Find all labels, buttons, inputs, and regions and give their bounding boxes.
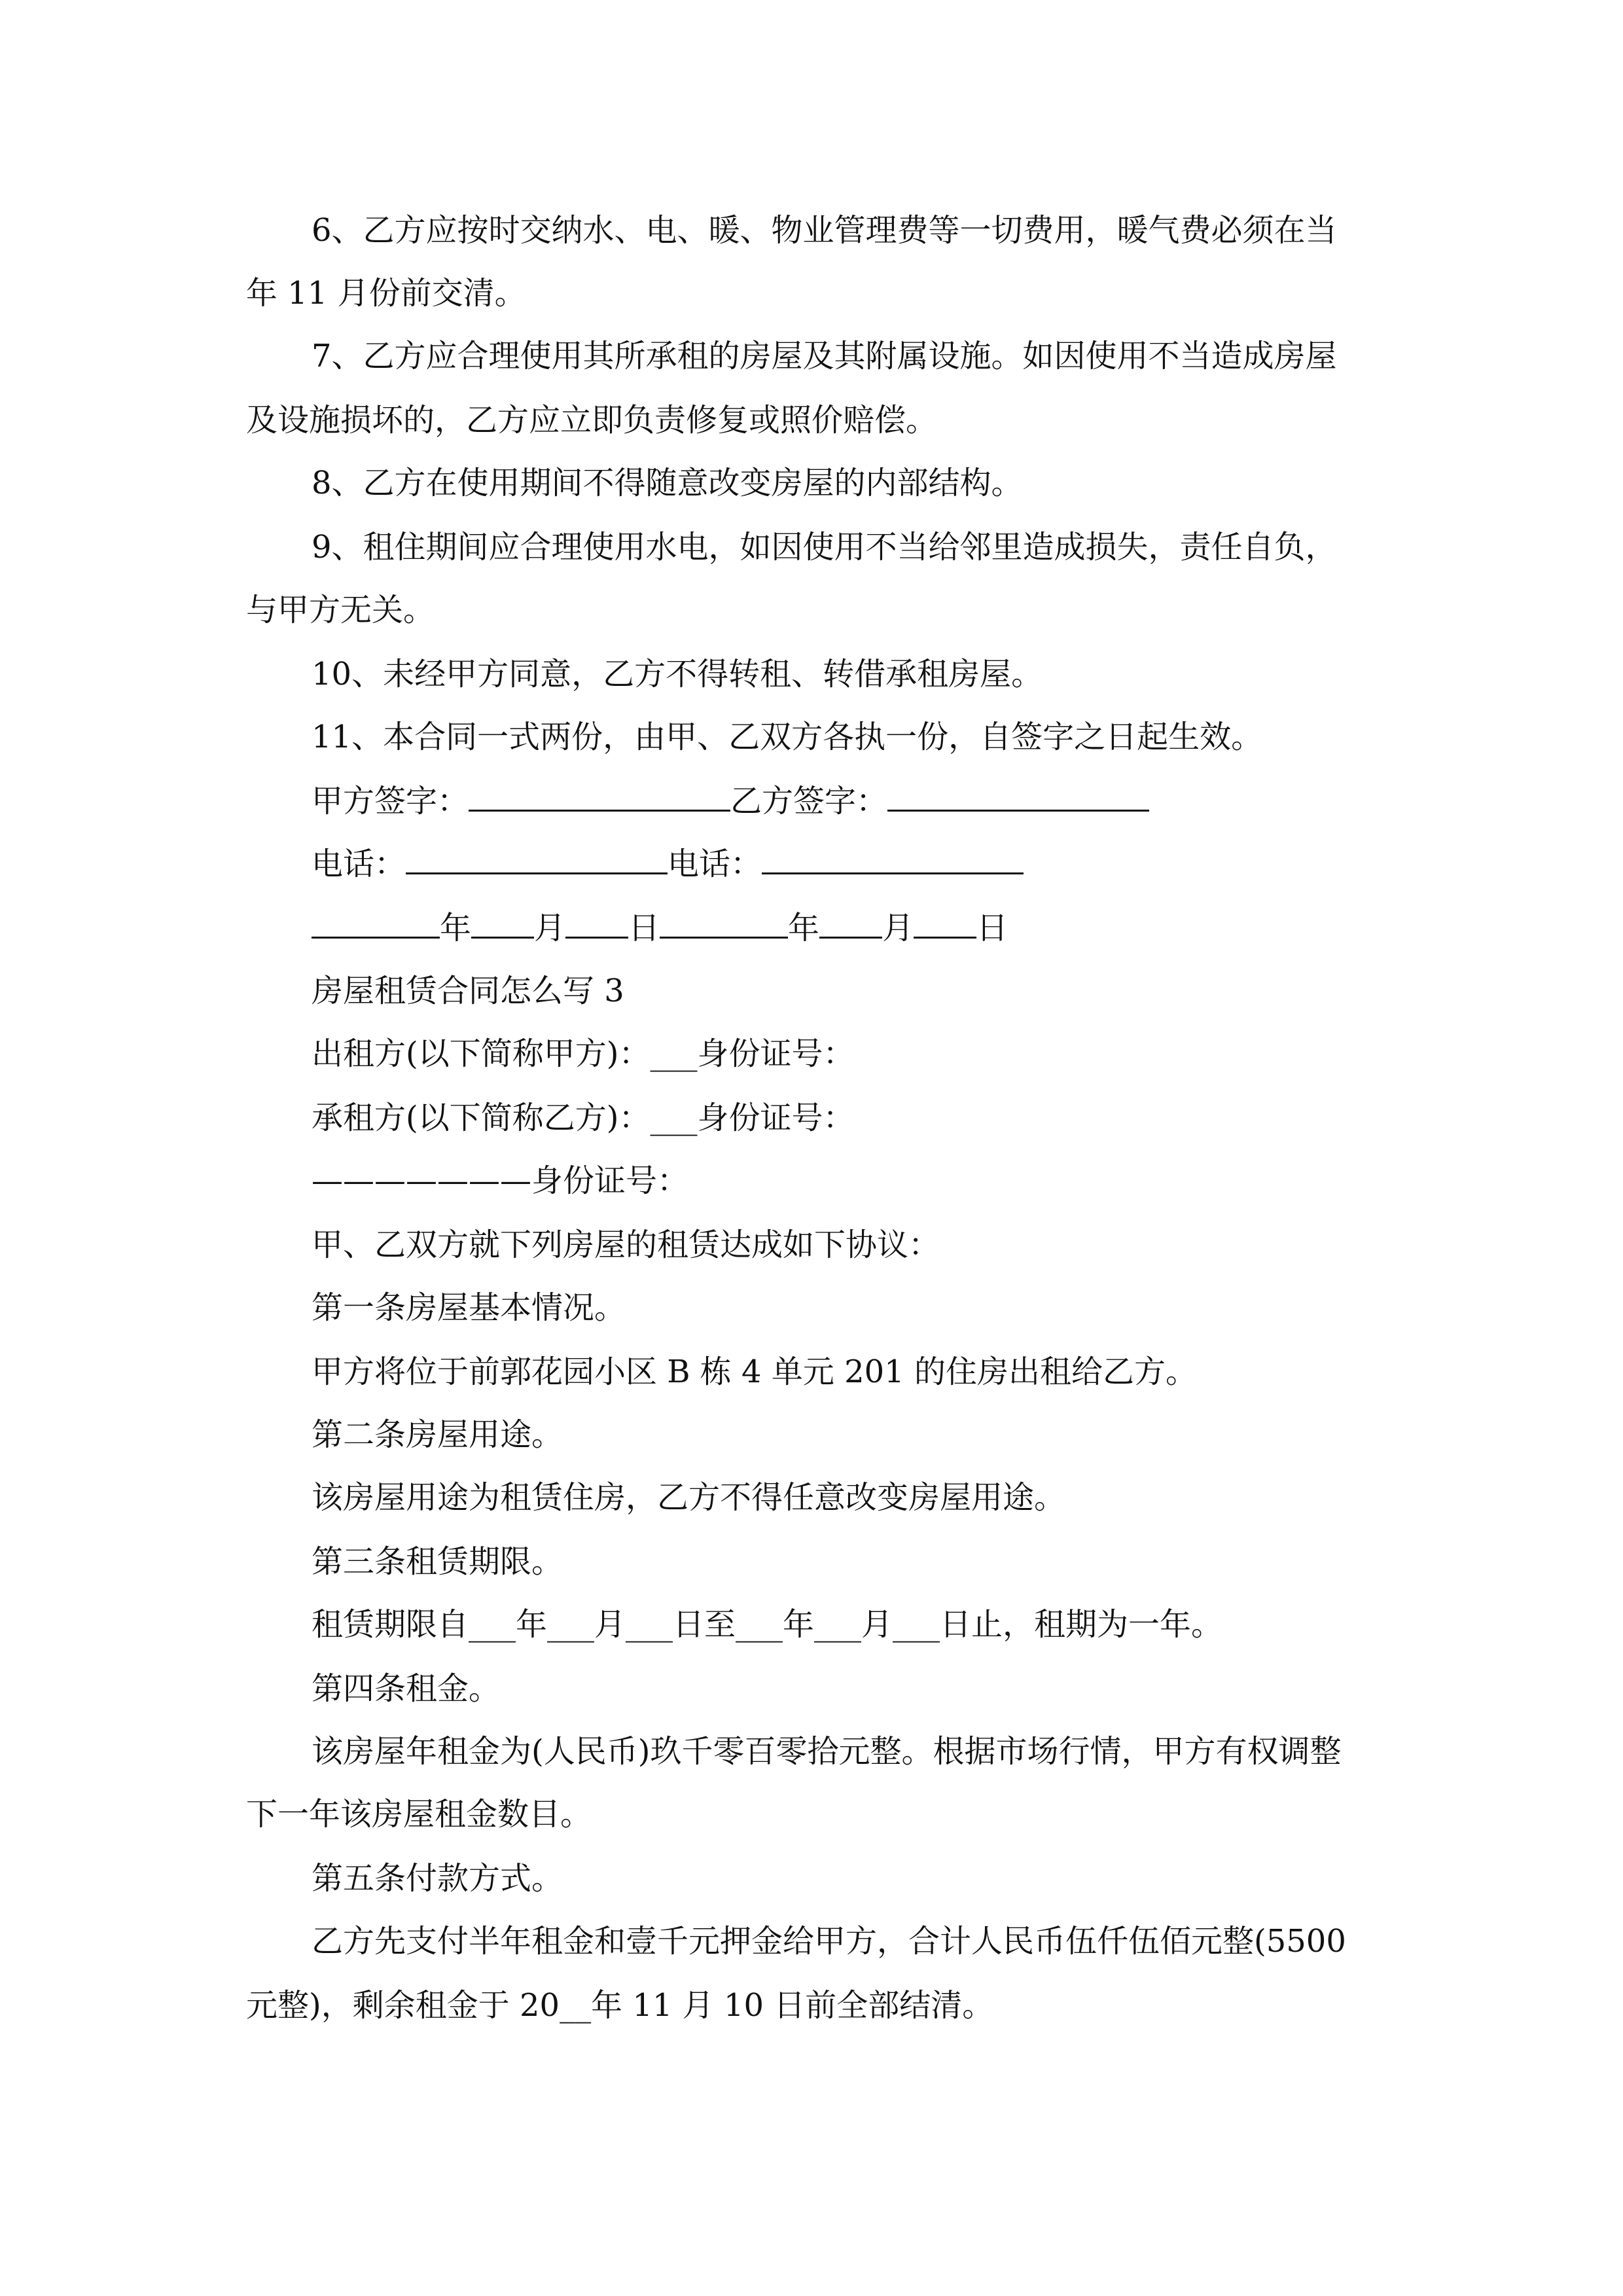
party-b-signature-blank xyxy=(887,783,1149,812)
section-title: 房屋租赁合同怎么写 3 xyxy=(312,973,624,1009)
clause-10: 10、未经甲方同意，乙方不得转租、转借承租房屋。 xyxy=(312,656,1043,692)
signature-row xyxy=(312,780,1450,822)
clause-8: 8、乙方在使用期间不得随意改变房屋的内部结构。 xyxy=(312,465,1023,501)
date-b-day-label: 日 xyxy=(976,910,1008,946)
lessee-line: 承租方(以下简称乙方)：___身份证号： xyxy=(312,1100,855,1136)
article-5-body-line-2: 元整)，剩余租金于 20__年 11 月 10 日前全部结清。 xyxy=(246,1987,994,2024)
clause-7-line-2: 及设施损坏的，乙方应立即负责修复或照价赔偿。 xyxy=(246,402,938,439)
party-a-phone-label: 电话： xyxy=(312,846,406,882)
date-a-month-blank xyxy=(471,910,534,939)
party-a-signature-label: 甲方签字： xyxy=(312,783,469,819)
date-b-day-blank xyxy=(914,910,976,939)
date-a-day-label: 日 xyxy=(628,910,660,946)
date-a-year-blank xyxy=(312,910,440,939)
article-4-body-line-2: 下一年该房屋租金数目。 xyxy=(246,1796,592,1833)
date-row xyxy=(312,907,1450,949)
date-a-day-blank xyxy=(565,910,628,939)
clause-6-line-2: 年 11 月份前交清。 xyxy=(246,275,526,312)
article-4-title: 第四条租金。 xyxy=(312,1670,501,1707)
date-b-year-label: 年 xyxy=(788,910,820,946)
phone-row xyxy=(312,843,1450,885)
article-3-body: 租赁期限自___年___月___日至___年___月___日止，租期为一年。 xyxy=(312,1606,1223,1643)
article-4-body-line-1: 该房屋年租金为(人民币)玖千零百零拾元整。根据市场行情，甲方有权调整 xyxy=(312,1733,1342,1770)
lessor-line: 出租方(以下简称甲方)：___身份证号： xyxy=(312,1035,855,1072)
article-2-body: 该房屋用途为租赁住房，乙方不得任意改变房屋用途。 xyxy=(312,1479,1066,1516)
date-b-year-blank xyxy=(660,910,788,939)
id-line: ———————身份证号： xyxy=(312,1162,689,1199)
agreement-intro: 甲、乙双方就下列房屋的租赁达成如下协议： xyxy=(312,1227,940,1263)
party-b-signature-label: 乙方签字： xyxy=(730,783,888,819)
date-b-month-label: 月 xyxy=(882,910,914,946)
date-a-month-label: 月 xyxy=(534,910,566,946)
clause-9-line-1: 9、租住期间应合理使用水电，如因使用不当给邻里造成损失，责任自负， xyxy=(312,529,1337,565)
party-a-phone-blank xyxy=(406,846,668,874)
clause-9-line-2: 与甲方无关。 xyxy=(246,592,435,628)
article-5-body-line-1: 乙方先支付半年租金和壹千元押金给甲方，合计人民币伍仟伍佰元整(5500 xyxy=(312,1923,1346,1960)
article-1-title: 第一条房屋基本情况。 xyxy=(312,1289,626,1326)
clause-6-line-1: 6、乙方应按时交纳水、电、暖、物业管理费等一切费用，暖气费必须在当 xyxy=(312,212,1337,249)
party-b-phone-blank xyxy=(762,846,1024,874)
clause-11: 11、本合同一式两份，由甲、乙双方各执一份，自签字之日起生效。 xyxy=(312,719,1263,755)
article-3-title: 第三条租赁期限。 xyxy=(312,1543,563,1580)
date-b-month-blank xyxy=(819,910,882,939)
article-5-title: 第五条付款方式。 xyxy=(312,1860,563,1897)
clause-7-line-1: 7、乙方应合理使用其所承租的房屋及其附属设施。如因使用不当造成房屋 xyxy=(312,338,1337,374)
party-b-phone-label: 电话： xyxy=(668,846,762,882)
date-a-year-label: 年 xyxy=(440,910,472,946)
party-a-signature-blank xyxy=(469,783,730,812)
article-1-body: 甲方将位于前郭花园小区 B 栋 4 单元 201 的住房出租给乙方。 xyxy=(312,1354,1197,1390)
article-2-title: 第二条房屋用途。 xyxy=(312,1416,563,1453)
